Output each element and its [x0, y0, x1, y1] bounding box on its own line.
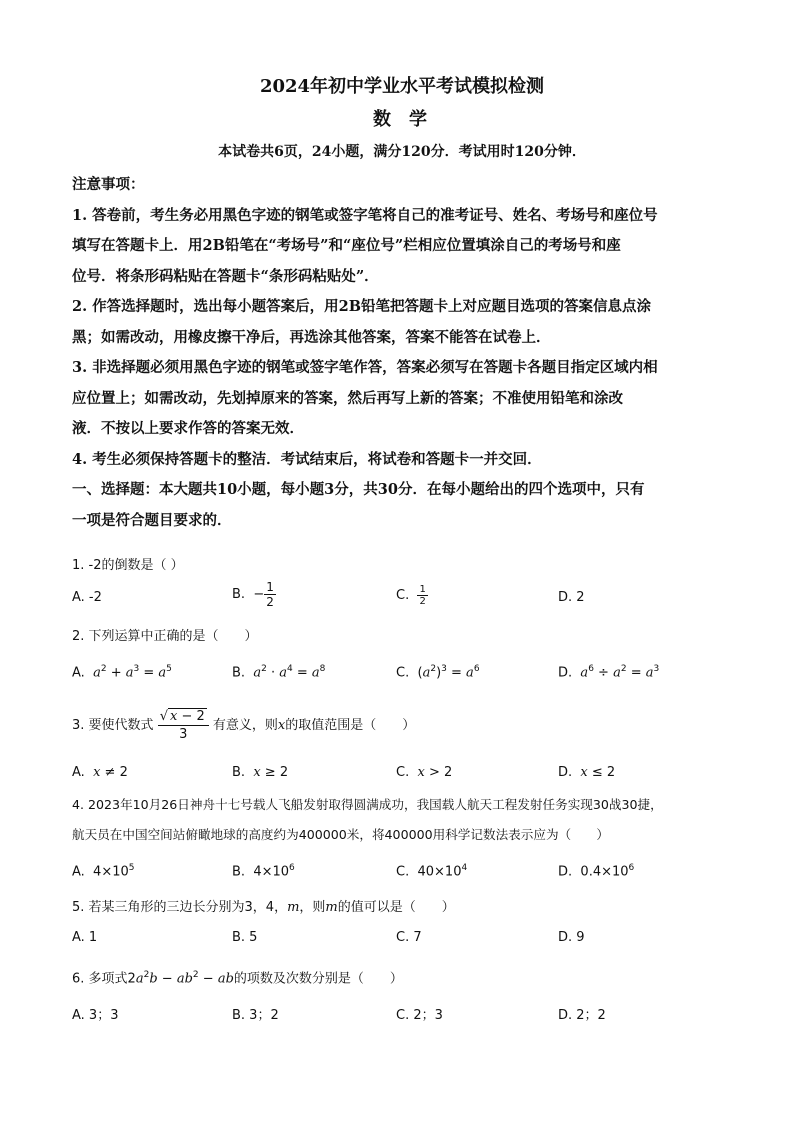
exam-page — [72, 66, 732, 536]
question-4-options — [72, 863, 732, 887]
notes-line: 位号．将条形码粘贴在答题卡“条形码粘贴处”． — [72, 267, 379, 285]
question-1-options — [72, 580, 732, 614]
exam-info: 本试卷共6页，24小题，满分120分．考试用时120分钟． — [218, 144, 586, 160]
question-6-options — [72, 1004, 732, 1028]
question-5-options — [72, 930, 732, 954]
option-c: C. 2；3 — [396, 1008, 443, 1023]
question-5-stem: 5. 若某三角形的三边长分别为3，4，m，则m的值可以是（ ） — [72, 900, 455, 915]
notes-line: 应位置上；如需改动，先划掉原来的答案，然后再写上新的答案；不准使用铅笔和涂改 — [72, 389, 623, 407]
subject-title: 数学 — [373, 109, 445, 130]
option-b: B. $4\times 10^6$ — [232, 863, 295, 880]
notes-line: 2. 作答选择题时，选出每小题答案后，用2B铅笔把答题卡上对应题目选项的答案信息点涂 — [72, 298, 652, 315]
option-b: B. x ≥ 2 — [232, 765, 289, 780]
option-c: C. 7 — [396, 930, 422, 945]
option-a: A. -2 — [72, 590, 102, 605]
option-d: D. 2；2 — [558, 1008, 606, 1023]
section-heading-cont: 一项是符合题目要求的． — [72, 511, 232, 529]
question-1-stem: 1. -2的倒数是（ ） — [72, 558, 184, 573]
fraction: $\frac{1}{2}$ — [419, 584, 426, 607]
notes-line: 1. 答卷前，考生务必用黑色字迹的钢笔或签字笔将自己的准考证号、姓名、考场号和座位号 — [72, 206, 658, 224]
notes-line: 液．不按以上要求作答的答案无效． — [72, 420, 304, 437]
option-b: B. 3；2 — [232, 1008, 279, 1023]
notes-line: 3. 非选择题必须用黑色字迹的钢笔或签字笔作答，答案必须写在答题卡各题目指定区域内相 — [72, 359, 658, 376]
option-a: A. $4\times 10^5$ — [72, 863, 135, 880]
notes-heading: 注意事项： — [72, 176, 145, 193]
question-3-options — [72, 765, 732, 789]
option-a: A. $a^2 + a^3 = a^5$ — [72, 664, 172, 681]
option-d: D. 9 — [558, 930, 585, 945]
notes-line: 4. 考生必须保持答题卡的整洁．考试结束后，将试卷和答题卡一并交回． — [72, 450, 542, 468]
option-c: C. x > 2 — [396, 765, 453, 780]
option-a: A. x ≠ 2 — [72, 765, 128, 780]
question-2-stem: 2. 下列运算中正确的是（ ） — [72, 629, 258, 644]
section-heading: 一、选择题：本大题共10小题，每小题3分，共30分．在每小题给出的四个选项中，只有 — [72, 481, 645, 498]
question-6-stem: 6. 多项式$2a^2b - ab^2$ − ab的项数及次数分别是（ ） — [72, 970, 403, 987]
question-2-options — [72, 664, 732, 688]
question-4-line1: 4. 2023年10月26日神舟十七号载人飞船发射取得圆满成功，我国载人航天工程发射任务实现30战30捷， — [72, 797, 663, 812]
notes-line: 黑；如需改动，用橡皮擦干净后，再选涂其他答案，答案不能答在试卷上． — [72, 328, 551, 346]
option-c: C. $40\times 10^4$ — [396, 863, 468, 880]
question-3-stem: 3. 要使代数式 $\frac{√ x - 2}{3}$ 有意义，则x的取值范围是（ ） — [72, 709, 416, 742]
option-d: D. 2 — [558, 590, 585, 605]
option-c: C. $(a^2)^3 = a^6$ — [396, 664, 480, 681]
notes-line: 填写在答题卡上．用2B铅笔在“考场号”和“座位号”栏相应位置填涂自己的考场号和座 — [72, 237, 621, 254]
option-a: A. 3；3 — [72, 1008, 119, 1023]
fraction: $\frac{1}{2}$ — [266, 580, 274, 609]
question-4-line2: 航天员在中国空间站俯瞰地球的高度约为400000米，将400000用科学记数法表示应为（ ） — [72, 827, 609, 842]
option-a: A. 1 — [72, 930, 98, 945]
radical-fraction: $\frac{√ x - 2}{3}$ — [158, 708, 209, 743]
option-c: C. $\frac{1}{2}$ — [396, 584, 426, 607]
option-d: D. $0.4\times 10^6$ — [558, 863, 635, 880]
option-b: B. 5 — [232, 930, 258, 945]
option-b: B. − $\frac{1}{2}$ — [232, 580, 274, 609]
page-title: 2024年初中学业水平考试模拟检测 — [259, 76, 545, 97]
option-b: B. $a^2 \cdot a^4 = a^8$ — [232, 664, 326, 681]
option-d: D. x ≤ 2 — [558, 765, 616, 780]
option-d: D. $a^6 \div a^2 = a^3$ — [558, 664, 660, 681]
